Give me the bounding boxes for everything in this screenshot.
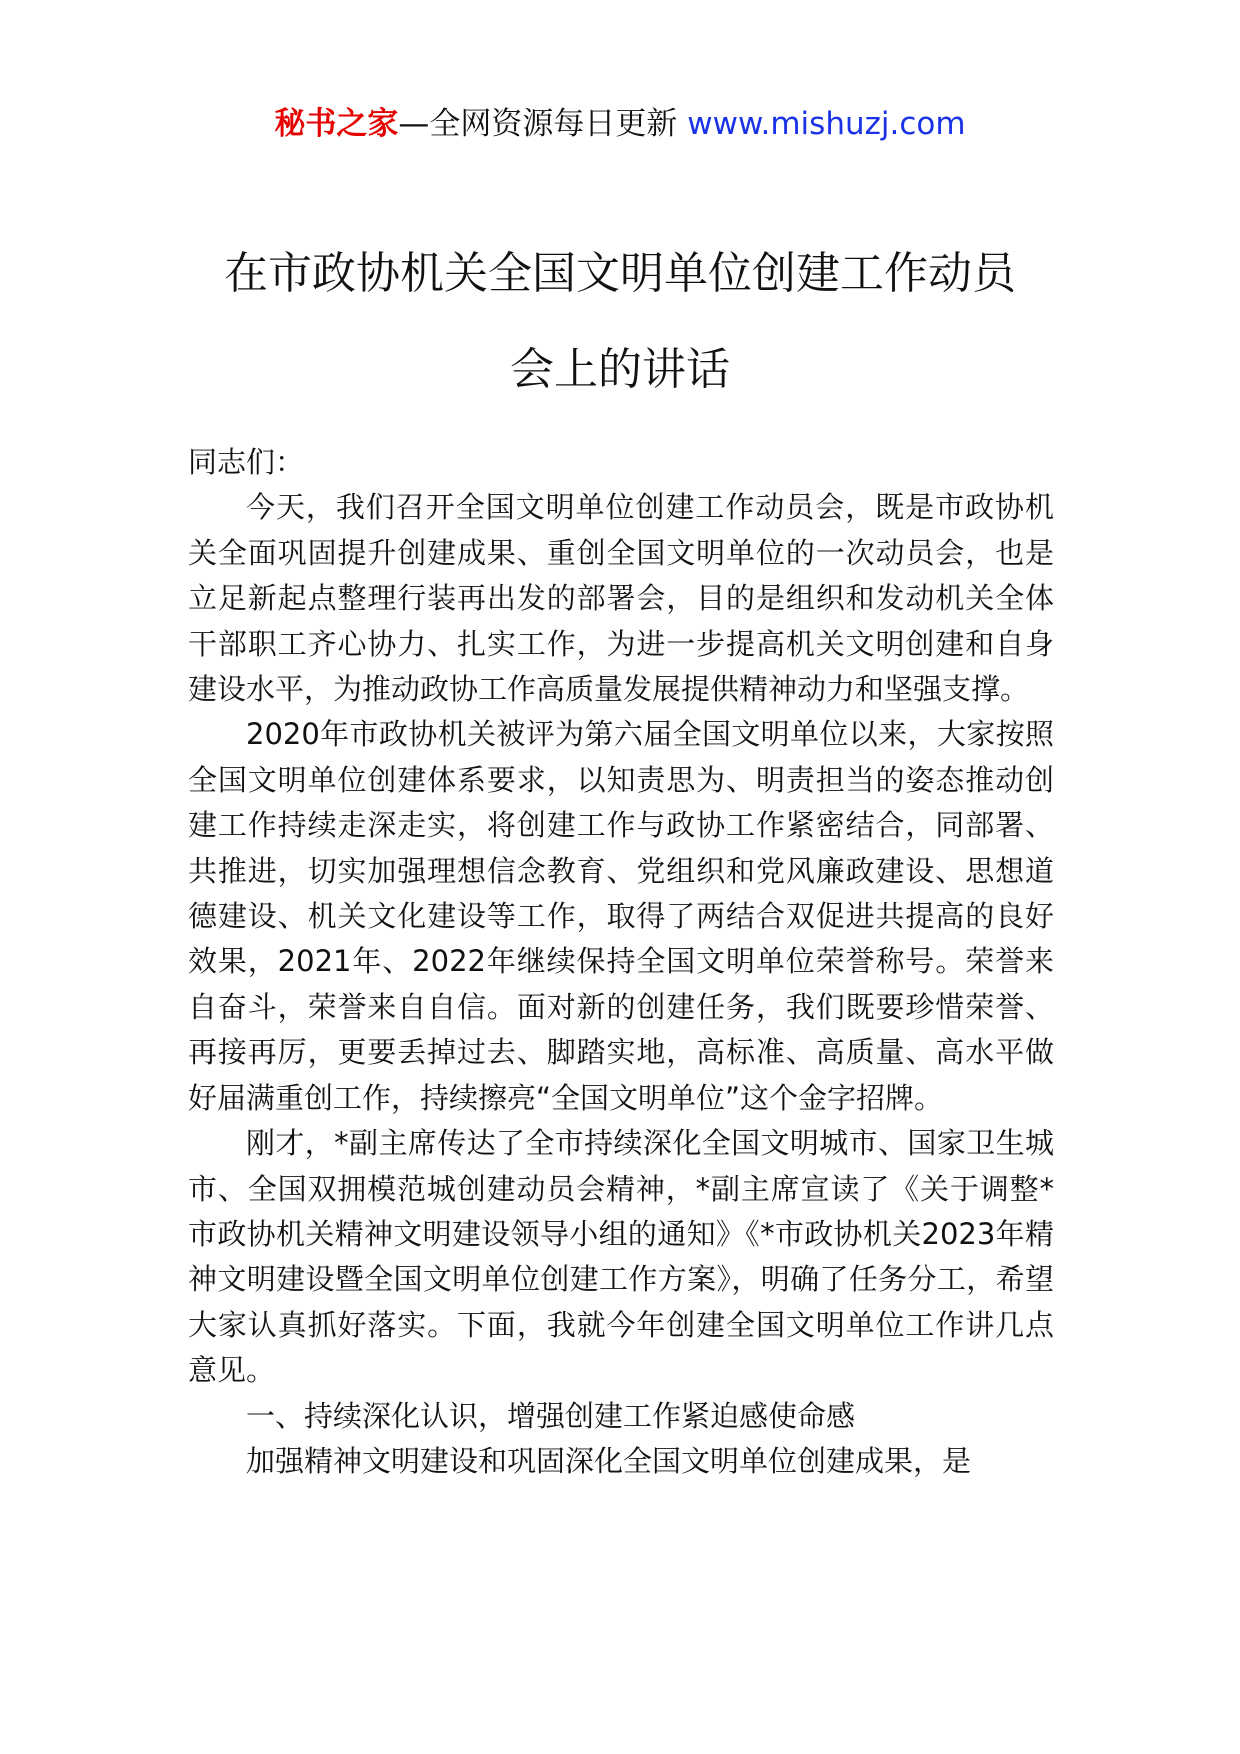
document-body	[188, 440, 1054, 1484]
header-tagline: —全网资源每日更新	[398, 106, 678, 142]
paragraph: 今天，我们召开全国文明单位创建工作动员会，既是市政协机关全面巩固提升创建成果、重创全国文明单位的一次动员会，也是立足新起点整理行装再出发的部署会，目的是组织和发动机关全体干部职工齐心协力、扎实工作，为进一步提高机关文明创建和自身建设水平，为推动政协工作高质量发展提供精神动力和坚强支撑。	[188, 490, 1054, 707]
section-heading: 一、持续深化认识，增强创建工作紧迫感使命感	[246, 1398, 856, 1433]
site-url-link[interactable]: www.mishuzj.com	[687, 106, 966, 142]
paragraph: 2020年市政协机关被评为第六届全国文明单位以来，大家按照全国文明单位创建体系要求，以知责思为、明责担当的姿态推动创建工作持续走深走实，将创建工作与政协工作紧密结合，同部署、共推进，切实加强理想信念教育、党组织和党风廉政建设、思想道德建设、机关文化建设等工作，取得了两结合双促进共提高的良好效果，2021年、2022年继续保持全国文明单位荣誉称号。荣誉来自奋斗，荣誉来自自信。面对新的创建任务，我们既要珍惜荣誉、再接再厉，更要丢掉过去、脚踏实地，高标准、高质量、高水平做好届满重创工作，持续擦亮“全国文明单位”这个金字招牌。	[188, 717, 1054, 1115]
document-title	[0, 226, 1240, 418]
brand-name: 秘书之家	[274, 106, 399, 142]
greeting: 同志们：	[188, 445, 305, 479]
paragraph: 刚才，*副主席传达了全市持续深化全国文明城市、国家卫生城市、全国双拥模范城创建动员会精神，*副主席宣读了《关于调整*市政协机关精神文明建设领导小组的通知》《*市政协机关2023年精神文明建设暨全国文明单位创建工作方案》，明确了任务分工，希望大家认真抓好落实。下面，我就今年创建全国文明单位工作讲几点意见。	[188, 1126, 1054, 1388]
title-line-2: 会上的讲话	[510, 344, 730, 395]
title-line-1: 在市政协机关全国文明单位创建工作动员	[224, 248, 1016, 299]
paragraph: 加强精神文明建设和巩固深化全国文明单位创建成果，是	[246, 1443, 972, 1478]
watermark-header	[0, 102, 1240, 146]
